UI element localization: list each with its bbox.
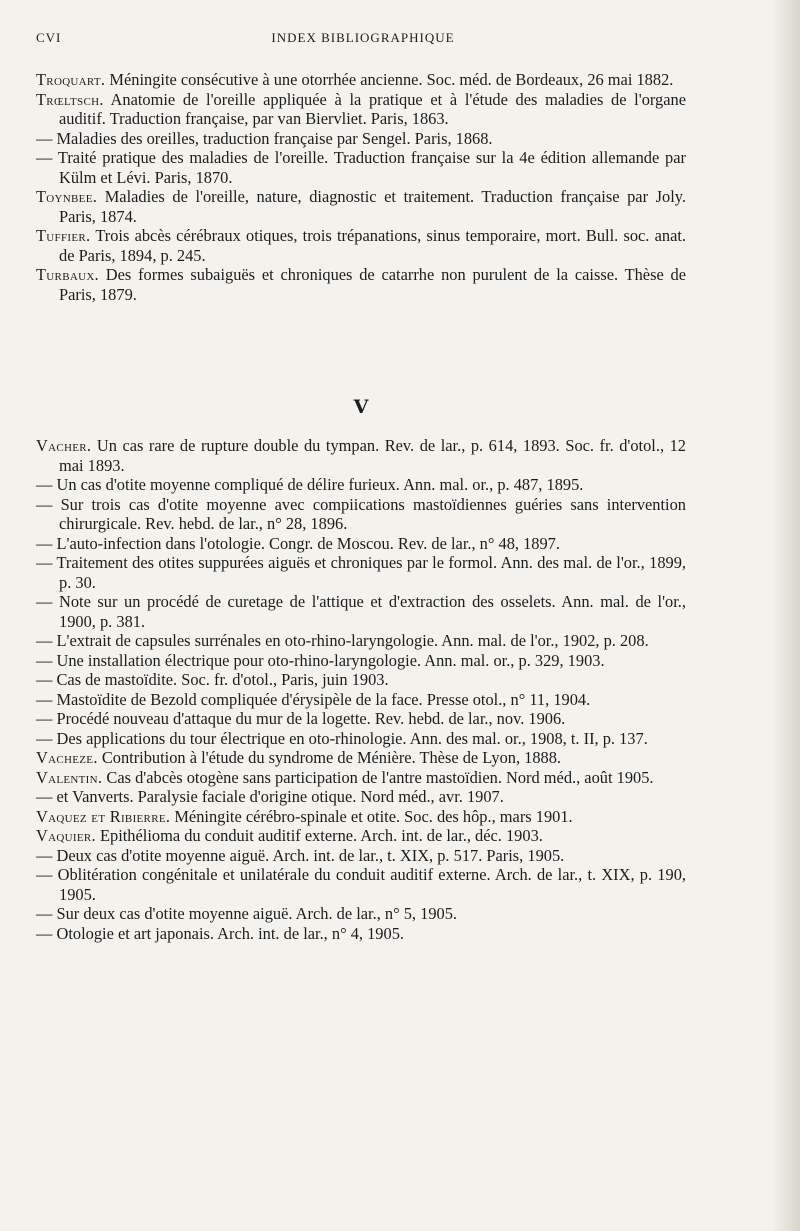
entry-text: — L'auto-infection dans l'otologie. Congr. de Moscou. Rev. de lar., n° 48, 1897. <box>36 533 560 553</box>
bibliography-entry <box>36 846 686 866</box>
bibliography-entry <box>36 553 686 592</box>
entry-text: Méningite consécutive à une otorrhée ancienne. Soc. méd. de Bordeaux, 26 mai 1882. <box>105 70 674 89</box>
entry-text: — Traité pratique des maladies de l'oreille. Traduction française sur la 4e édition allemande par Külm et Lévi. Paris, 1870. <box>36 148 686 187</box>
bibliography-entry <box>36 631 686 651</box>
entry-text: — Traitement des otites suppurées aiguës et chroniques par le formol. Ann. des mal. de l'or., 1899, p. 30. <box>36 553 686 592</box>
entry-text: Des formes subaiguës et chroniques de catarrhe non purulent de la caisse. Thèse de Paris, 1879. <box>59 265 686 304</box>
running-header <box>36 30 690 50</box>
entry-text: Méningite cérébro-spinale et otite. Soc. des hôp., mars 1901. <box>170 806 573 826</box>
bibliography-entry <box>36 787 686 807</box>
entry-text: Maladies de l'oreille, nature, diagnostic et traitement. Traduction française par Joly. Paris, 1874. <box>59 187 686 226</box>
bibliography-entry <box>36 709 686 729</box>
bibliography-entry <box>36 187 686 226</box>
bibliography-entry <box>36 690 686 710</box>
entry-text: Anatomie de l'oreille appliquée à la pratique et à l'étude des maladies de l'organe auditif. Traduction française, par van Biervliet. Paris, 1863. <box>59 89 686 128</box>
entry-text: Contribution à l'étude du syndrome de Ménière. Thèse de Lyon, 1888. <box>97 748 562 767</box>
bibliography-entry <box>36 924 686 944</box>
entry-text: — Deux cas d'otite moyenne aiguë. Arch. int. de lar., t. XIX, p. 517. Paris, 1905. <box>36 845 565 865</box>
bibliography-entry <box>36 129 686 149</box>
entry-text: — Oblitération congénitale et unilatérale du conduit auditif externe. Arch. de lar., t. XIX, p. 190, 1905. <box>36 865 686 904</box>
bibliography-entry <box>36 807 686 827</box>
bibliography-entry <box>36 748 686 768</box>
entry-text: — Sur trois cas d'otite moyenne avec compiications mastoïdiennes guéries sans intervention chirurgicale. Rev. hebd. de lar., n° 28, 1896. <box>36 494 686 533</box>
bibliography-entry <box>36 265 686 304</box>
running-title: INDEX BIBLIOGRAPHIQUE <box>271 30 455 45</box>
entry-text: — Otologie et art japonais. Arch. int. de lar., n° 4, 1905. <box>36 923 404 943</box>
entry-text: — et Vanverts. Paralysie faciale d'origine otique. Nord méd., avr. 1907. <box>36 787 504 806</box>
entry-text: — L'extrait de capsules surrénales en oto-rhino-laryngologie. Ann. mal. de l'or., 1902, p. 208. <box>36 631 649 650</box>
entry-author: Vacheze. <box>36 748 98 767</box>
entry-author: Turbaux. <box>36 265 99 284</box>
entry-text: Cas d'abcès otogène sans participation de l'antre mastoïdien. Nord méd., août 1905. <box>102 767 654 787</box>
entry-text: Un cas rare de rupture double du tympan. Rev. de lar., p. 614, 1893. Soc. fr. d'otol., 12 mai 1893. <box>59 436 686 475</box>
entry-text: — Maladies des oreilles, traduction française par Sengel. Paris, 1868. <box>36 128 493 148</box>
entry-author: Tuffier. <box>36 226 91 245</box>
entry-text: — Note sur un procédé de curetage de l'attique et d'extraction des osselets. Ann. mal. de l'or., 1900, p. 381. <box>36 592 686 631</box>
bibliography-entry <box>36 226 686 265</box>
bibliography-entry <box>36 148 686 187</box>
entry-author: Vaquez et Ribierre. <box>36 806 171 826</box>
entry-author: Vaquier. <box>36 826 96 845</box>
bibliography-entry <box>36 70 686 90</box>
entry-author: Vacher. <box>36 436 92 455</box>
bibliography-entry <box>36 495 686 534</box>
section-v-entries <box>36 436 686 943</box>
bibliography-entry <box>36 475 686 495</box>
section-letter-heading: V <box>353 396 369 418</box>
bibliography-entry <box>36 865 686 904</box>
bibliography-entry <box>36 90 686 129</box>
entry-text: — Une installation électrique pour oto-rhino-laryngologie. Ann. mal. or., p. 329, 1903. <box>36 650 605 670</box>
page-number: CVI <box>36 30 62 45</box>
entry-text: — Un cas d'otite moyenne compliqué de délire furieux. Ann. mal. or., p. 487, 1895. <box>36 475 584 494</box>
bibliography-entry <box>36 436 686 475</box>
entry-text: Trois abcès cérébraux otiques, trois trépanations, sinus temporaire, mort. Bull. soc. anat. de Paris, 1894, p. 245. <box>59 226 686 265</box>
entry-text: — Des applications du tour électrique en oto-rhinologie. Ann. des mal. or., 1908, t. II, p. 137. <box>36 728 648 748</box>
bibliography-entry <box>36 592 686 631</box>
entry-text: Epithélioma du conduit auditif externe. Arch. int. de lar., déc. 1903. <box>95 826 543 845</box>
entry-text: — Cas de mastoïdite. Soc. fr. d'otol., Paris, juin 1903. <box>36 670 389 689</box>
bibliography-entry <box>36 826 686 846</box>
entry-text: — Procédé nouveau d'attaque du mur de la logette. Rev. hebd. de lar., nov. 1906. <box>36 709 566 728</box>
entry-author: Valentin. <box>36 767 103 787</box>
entry-author: Toynbee. <box>36 187 98 206</box>
bibliography-entry <box>36 670 686 690</box>
bibliography-entry <box>36 768 686 788</box>
entry-author: Troquart. <box>36 70 106 89</box>
entry-text: — Sur deux cas d'otite moyenne aiguë. Arch. de lar., n° 5, 1905. <box>36 904 458 923</box>
section-t-entries <box>36 70 686 304</box>
entry-text: — Mastoïdite de Bezold compliquée d'érysipèle de la face. Presse otol., n° 11, 1904. <box>36 689 591 709</box>
bibliography-entry <box>36 534 686 554</box>
bibliography-entry <box>36 904 686 924</box>
bibliography-entry <box>36 651 686 671</box>
page-edge-shadow <box>772 0 800 1231</box>
entry-author: Trœltsch. <box>36 89 104 109</box>
bibliography-entry <box>36 729 686 749</box>
